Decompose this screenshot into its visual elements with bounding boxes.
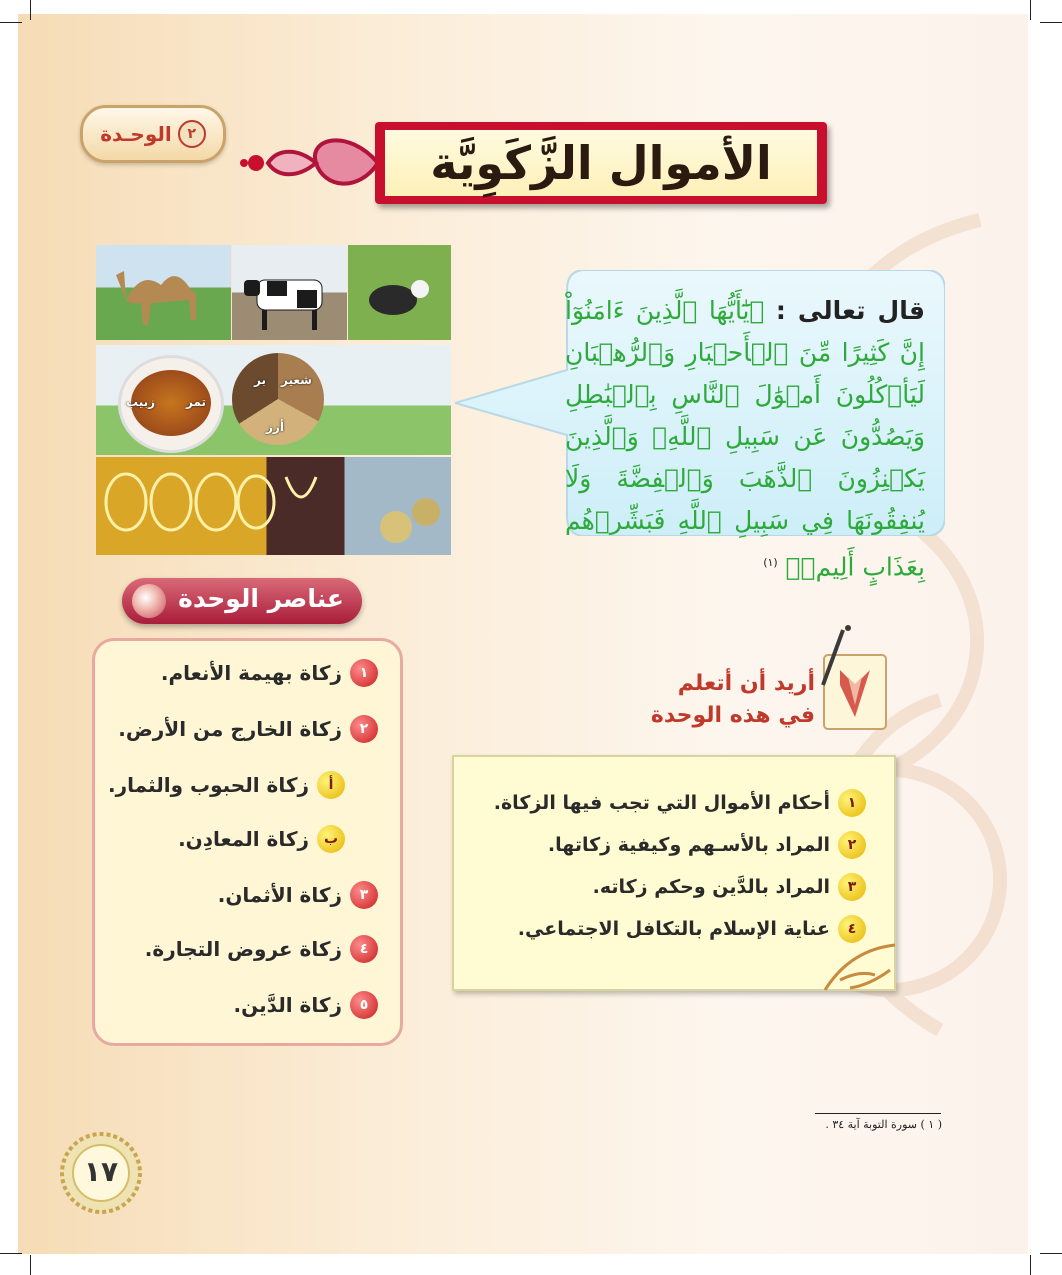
footnote-rule [815, 1113, 941, 1114]
crop-mark [30, 0, 31, 20]
floral-corner-icon [820, 940, 900, 995]
item-label: زكاة بهيمة الأنعام. [160, 661, 342, 685]
item-label: زكاة المعادِن. [178, 827, 309, 851]
item-label: زكاة الدَّين. [233, 993, 342, 1017]
crop-mark [30, 1255, 31, 1275]
objective-label: المراد بالأسـهم وكيفية زكاتها. [547, 834, 830, 856]
sheep-photo [348, 245, 451, 340]
page-title: الأموال الزَّكَوِيَّة [430, 136, 772, 190]
learn-line-2: في هذه الوحدة [650, 703, 815, 728]
objective-number: ٣ [838, 873, 866, 901]
elements-title: عناصر الوحدة [178, 584, 344, 613]
gold-jewelry-icon [96, 457, 451, 555]
objective-number: ٤ [838, 915, 866, 943]
label-raisins: زبيب [126, 395, 156, 409]
unit-badge-label: الوحـدة [100, 122, 172, 146]
sheep-icon [348, 245, 451, 340]
gold-money-photo [96, 457, 451, 555]
decorative-ball-icon [132, 584, 166, 618]
learn-line-1: أريد أن أتعلم [677, 671, 815, 696]
objective-item [548, 831, 866, 859]
elements-list [92, 638, 403, 1046]
item-label: زكاة الخارج من الأرض. [118, 717, 342, 741]
verse-body: ﴿يَٰٓأَيُّهَا ٱلَّذِينَ ءَامَنُوٓاْ إِنَّ كَثِيرًا مِّنَ ٱلۡأَحۡبَارِ وَٱلرُّهۡبَانِ لَيَأۡكُلُونَ أَمۡوَٰلَ ٱلنَّاسِ بِٱلۡبَٰطِلِ وَيَصُدُّونَ عَن سَبِيلِ ٱللَّهِۗ وَٱلَّذِينَ يَكۡنِزُونَ ٱلذَّهَبَ وَٱلۡفِضَّةَ وَلَا يُنفِقُونَهَا فِي سَبِيلِ ٱللَّهِ فَبَشِّرۡهُم بِعَذَابٍ أَلِيمٖ﴾ [565, 296, 925, 582]
list-item [145, 935, 378, 963]
camel-icon [96, 245, 231, 340]
item-number: ١ [350, 659, 378, 687]
photo-collage [96, 245, 451, 555]
verse-intro: قال تعالى : [775, 296, 925, 325]
objective-number: ٢ [838, 831, 866, 859]
item-number: ٥ [350, 991, 378, 1019]
crop-mark [1040, 1253, 1062, 1254]
objective-item [593, 873, 866, 901]
label-dates: تمر [186, 395, 207, 409]
objective-item [494, 789, 866, 817]
item-label: زكاة عروض التجارة. [144, 937, 342, 961]
item-letter: أ [317, 771, 345, 799]
objective-label: أحكام الأموال التي تجب فيها الزكاة. [493, 792, 830, 814]
list-item [234, 991, 378, 1019]
label-barley: شعير [281, 373, 312, 387]
unit-number: ٢ [178, 120, 206, 148]
quran-verse [565, 290, 925, 588]
title-inner [385, 130, 817, 196]
cow-icon [232, 245, 347, 340]
grains-dates-photo [96, 345, 451, 455]
learn-heading [620, 668, 815, 732]
list-item [118, 715, 378, 743]
crop-mark [1030, 0, 1031, 20]
item-number: ٤ [350, 935, 378, 963]
item-letter: ب [317, 825, 345, 853]
list-item [108, 771, 345, 799]
unit-badge [80, 105, 226, 163]
title-ornament-icon [238, 118, 388, 208]
cow-photo [232, 245, 347, 340]
crop-mark [0, 1253, 22, 1254]
label-rice: أرز [266, 420, 284, 434]
label-wheat: بر [254, 373, 266, 387]
item-label: زكاة الحبوب والثمار. [108, 773, 309, 797]
elements-header [122, 578, 362, 624]
list-item [161, 659, 378, 687]
page-number: ١٧ [83, 1155, 119, 1188]
footnote: ( ١ ) سورة التوبة آية ٣٤ . [825, 1118, 942, 1131]
objective-number: ١ [838, 789, 866, 817]
item-number: ٢ [350, 715, 378, 743]
camel-photo [96, 245, 231, 340]
crop-mark [0, 22, 22, 23]
objective-item [518, 915, 866, 943]
footnote-mark: (١) [763, 556, 778, 569]
crop-mark [1040, 22, 1062, 23]
item-label: زكاة الأثمان. [217, 883, 342, 907]
objective-label: عناية الإسلام بالتكافل الاجتماعي. [517, 918, 830, 940]
title-frame [375, 122, 827, 204]
list-item [178, 825, 345, 853]
notebook-pen-icon [818, 625, 893, 735]
item-number: ٣ [350, 881, 378, 909]
list-item [218, 881, 378, 909]
crop-mark [1030, 1255, 1031, 1275]
objective-label: المراد بالدَّين وحكم زكاته. [592, 876, 830, 898]
